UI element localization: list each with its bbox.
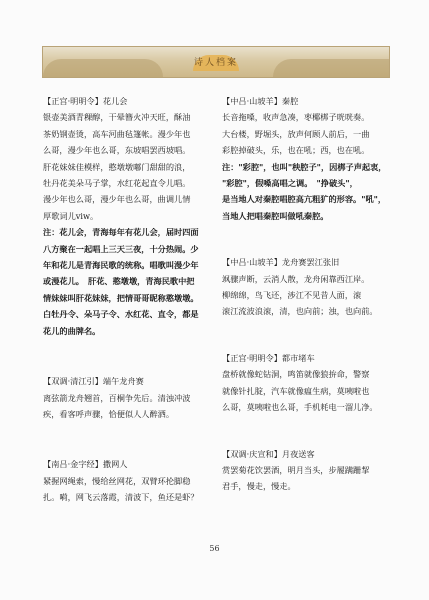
poem-title: 【正宫·明明令】花儿会: [43, 96, 128, 106]
banner-title: 诗人档案: [193, 58, 238, 68]
header-banner: [42, 46, 390, 78]
poem-note: 白牡丹令、朵马子令、水红花、直令，都是: [43, 309, 199, 320]
poem-line: 君手，慢走，慢走。: [222, 481, 296, 492]
poem-note: 年和花儿是青海民歌的统称。唱歌叫漫少年: [43, 260, 199, 271]
poem-line: 么哥，莫咦啦也么哥，手机耗电一溜儿净。: [222, 402, 378, 413]
poem-entry: [222, 350, 390, 416]
poem-line: 牡丹花美朵马子掌，水红花起直令儿唱。: [43, 178, 191, 189]
poem-line: 大台楼，野堀头，放声何顾人前后，一曲: [222, 128, 370, 139]
poem-entry: [222, 93, 390, 224]
right-column: [222, 93, 390, 495]
poem-line: 长音拖嗓，收声急凑，枣椰梆子咣咣奏。: [222, 112, 370, 123]
poem-title: 【双调·庆宣和】月夜送客: [222, 448, 315, 459]
poem-entry: [43, 456, 211, 505]
poem-line: 盘桥就像蛇钻洞，鸣笛就像狼拚命，警察: [222, 369, 370, 380]
poem-note: "彩腔"，假嗓高唱之调。 "挣破头"，: [222, 178, 358, 189]
poem-line: 就像针扎腚，汽车就像瘟生病，莫咦啦也: [222, 385, 370, 396]
poem-line: 厚歌词儿viw。: [43, 210, 99, 221]
poem-title: 【正宫·明明令】都市堵车: [222, 352, 315, 363]
poem-title: 【中吕·山坡羊】秦腔: [222, 96, 299, 106]
poem-note: 花儿的曲牌名。: [43, 325, 101, 336]
left-column: [43, 93, 211, 506]
poem-note: 是当地人对秦腔唱腔高亢粗犷的形容。"吼"，: [222, 194, 387, 205]
poem-note: 情妹妹叫肝花妹妹，把情哥哥昵称憨墩墩。: [43, 292, 199, 303]
poem-note: 注："彩腔"，也叫"秧腔子"，因梆子声起衷，: [222, 161, 387, 172]
poem-title: 【双调·清江引】端午龙舟赛: [43, 376, 144, 387]
poem-line: 扎。嗬，网飞云落霞，清波下，鱼还是虾？: [43, 492, 199, 503]
poem-title: 【南吕·金字经】撒网人: [43, 459, 128, 470]
poem-line: 么哥，漫少年也么哥，东坡唱罢西坡唱。: [43, 145, 191, 156]
poem-line: 滚江流波浪滚，清，也向前；浊，也向前。: [222, 306, 378, 317]
poem-line: 茶奶钢壶烫，高车河曲毡篷帐。漫少年也: [43, 128, 191, 139]
poem-line: 漫少年也么哥，漫少年也么哥，曲调儿情: [43, 194, 191, 205]
poem-title: 【中吕·山坡羊】龙舟赛罢江张旧: [222, 257, 340, 268]
page-number: 56: [209, 544, 220, 553]
poem-line: 飒骤声断，云消人散，龙舟闲靠西江岸。: [222, 273, 370, 284]
poem-note: 注：花儿会，青海每年有花儿会，届时四面: [43, 227, 199, 238]
poem-note: 八方聚在一起唱上三天三夜，十分热闹。少: [43, 243, 199, 254]
poem-entry: [43, 373, 211, 422]
poem-line: 离弦箭龙舟翘首，百桐争先后。清浊冲波: [43, 392, 191, 403]
poem-line: 银壶美酒青稞醇，干晕簪火冲天旺，酥油: [43, 112, 191, 123]
poem-line: 柳绵绵，鸟飞还，涉江不见昔人面，滚: [222, 290, 362, 301]
poem-entry: [222, 254, 390, 320]
poem-line: 赏罢菊花饮罢酒，明月当头，步履蹒跚挈: [222, 464, 370, 475]
poem-entry: [222, 446, 390, 495]
poem-line: 彩腔掉破头，乐，也在吼；西，也在吼。: [222, 145, 370, 156]
poem-line: 肝花妹妹佳模样，憨墩墩嘟门甜甜的浪，: [43, 161, 191, 172]
poem-line: 疾，看客呼声骤，恰便似人人醉洒。: [43, 408, 175, 419]
poem-entry: [43, 93, 211, 339]
poem-note: 或漫花儿。 肝花、憨墩墩，青海民歌中把: [43, 276, 195, 287]
poem-line: 紧握网绳索，慢给丝网花，双臂环抡脚稳: [43, 475, 191, 486]
poem-note: 当地人把唱秦腔叫做吼秦腔。: [222, 210, 329, 221]
